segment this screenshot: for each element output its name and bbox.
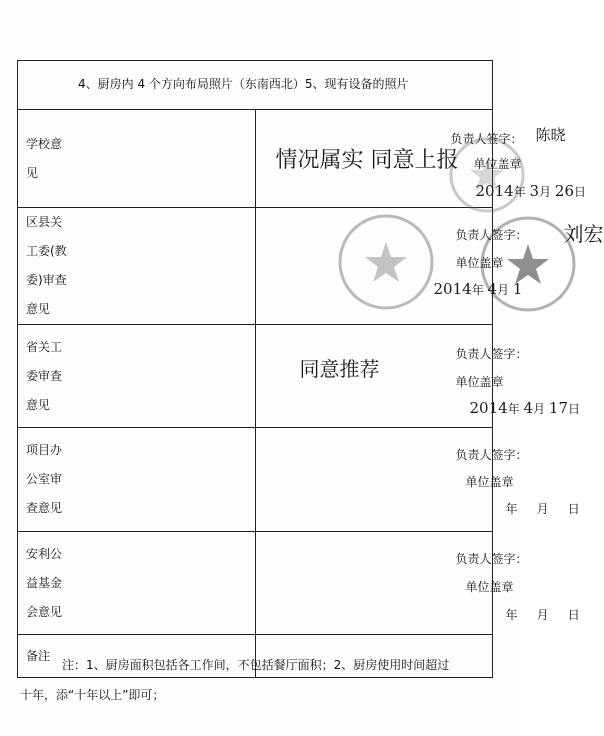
province-review-label: 省关工 委审查 意见 — [18, 325, 256, 428]
province-sign-label: 负责人签字： — [455, 347, 528, 361]
school-stamp-label: 单位盖章 — [473, 157, 522, 171]
footnote-line-1: 注：1、厨房面积包括各工作间，不包括餐厅面积；2、厨房使用时间超过 — [62, 658, 450, 672]
school-handwritten-opinion: 情况属实 同意上报 — [275, 148, 459, 173]
project-office-label: 项目办 公室审 查意见 — [18, 428, 256, 532]
province-review-cell — [255, 325, 581, 428]
foundation-opinion-cell — [255, 532, 580, 635]
district-stamp-label: 单位盖章 — [455, 256, 504, 270]
remarks-label: 备注 — [18, 635, 256, 678]
foundation-sign-label: 负责人签字： — [455, 552, 528, 566]
school-signature: 陈晓 — [535, 126, 566, 144]
district-date: 2014年 4月 1 — [433, 280, 523, 298]
approval-table — [17, 60, 604, 678]
district-review-label: 区县关 工委(教 委)审查 意见 — [18, 208, 256, 325]
district-review-row — [18, 208, 493, 325]
school-seal — [448, 136, 526, 214]
photos-requirement-row — [18, 61, 493, 110]
district-sign-label: 负责人签字： — [455, 228, 528, 242]
school-opinion-label: 学校意 见 — [18, 110, 256, 208]
project-office-stamp-label: 单位盖章 — [465, 475, 514, 489]
school-opinion-row — [18, 110, 493, 208]
province-stamp-label: 单位盖章 — [455, 375, 504, 389]
project-office-date: 年 月 日 — [505, 502, 580, 516]
foundation-stamp-label: 单位盖章 — [465, 580, 514, 594]
province-review-row — [18, 325, 493, 428]
district-signature: 刘宏 — [563, 222, 604, 246]
foundation-date: 年 月 日 — [505, 608, 580, 622]
school-sign-label: 负责人签字： — [450, 132, 523, 146]
school-date: 2014年 3月 26日 — [475, 182, 587, 200]
footnote-line-2: 十年，添“十年以上”即可； — [20, 688, 165, 702]
district-seal-left — [336, 212, 436, 312]
province-handwritten-opinion: 同意推荐 — [299, 357, 380, 381]
project-office-cell — [255, 428, 580, 532]
photos-requirement-text: 4、厨房内 4 个方向布局照片（东南西北）5、现有设备的照片 — [78, 77, 409, 91]
district-review-cell — [255, 208, 604, 325]
school-opinion-cell — [255, 110, 587, 208]
foundation-opinion-row — [18, 532, 493, 635]
project-office-sign-label: 负责人签字： — [455, 448, 528, 462]
foundation-opinion-label: 安利公 益基金 会意见 — [18, 532, 256, 635]
province-date: 2014年 4月 17日 — [469, 399, 581, 417]
project-office-row — [18, 428, 493, 532]
